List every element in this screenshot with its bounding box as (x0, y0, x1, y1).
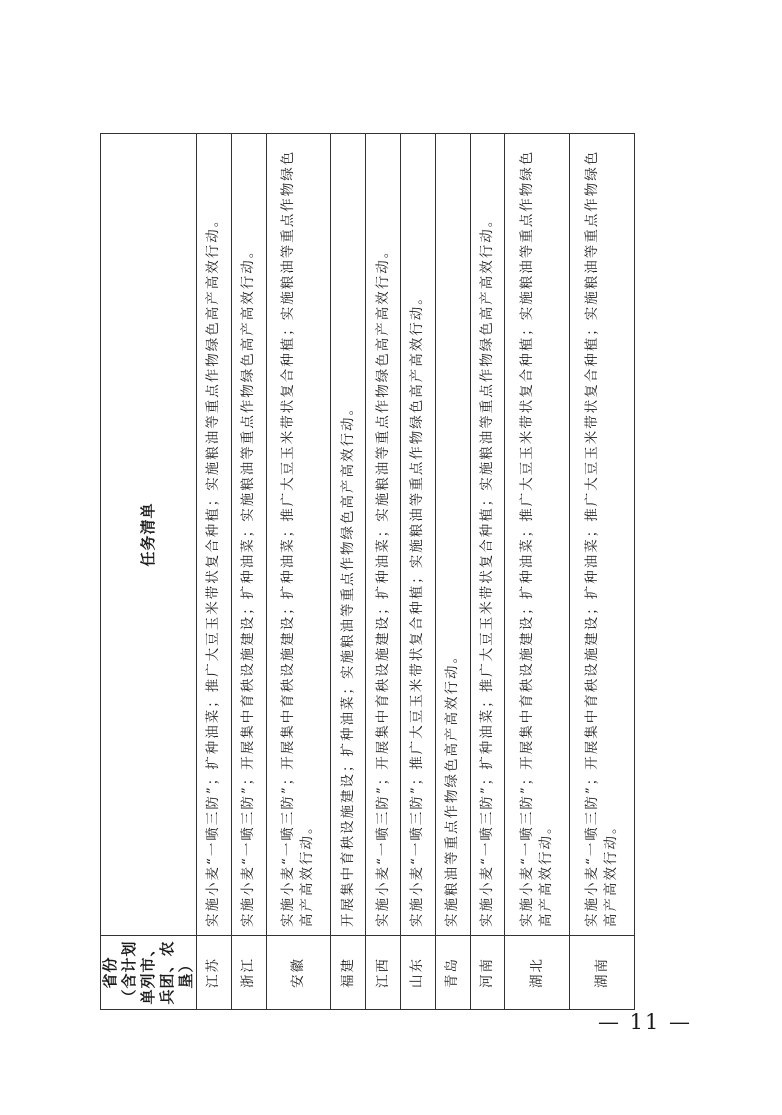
province-cell: 山东 (400, 936, 435, 1010)
province-cell: 河南 (470, 936, 505, 1010)
table-row (266, 134, 331, 1010)
province-cell: 江西 (366, 936, 401, 1010)
task-list-table (100, 133, 635, 1010)
table-row (570, 134, 635, 1010)
task-cell: 实施小麦“一喷三防”；开展集中育秧设施建设；扩种油菜；推广大豆玉米带状复合种植；实施粮油等重点作物绿色高产高效行动。 (266, 134, 331, 936)
task-cell: 实施小麦“一喷三防”；开展集中育秧设施建设；扩种油菜；推广大豆玉米带状复合种植；实施粮油等重点作物绿色高产高效行动。 (505, 134, 570, 936)
province-header-line-1: 省份 (101, 956, 119, 989)
task-cell: 实施小麦“一喷三防”；开展集中育秧设施建设；扩种油菜；实施粮油等重点作物绿色高产高效行动。 (366, 134, 401, 936)
province-cell: 安徽 (266, 936, 331, 1010)
task-cell: 实施小麦“一喷三防”；开展集中育秧设施建设；扩种油菜；推广大豆玉米带状复合种植；实施粮油等重点作物绿色高产高效行动。 (570, 134, 635, 936)
task-cell: 开展集中育秧设施建设；扩种油菜；实施粮油等重点作物绿色高产高效行动。 (331, 134, 366, 936)
province-column-header (101, 936, 197, 1010)
task-cell: 实施小麦“一喷三防”；推广大豆玉米带状复合种植；实施粮油等重点作物绿色高产高效行动。 (400, 134, 435, 936)
task-cell: 实施小麦“一喷三防”；扩种油菜；推广大豆玉米带状复合种植；实施粮油等重点作物绿色高产高效行动。 (470, 134, 505, 936)
province-cell: 江苏 (197, 936, 232, 1010)
province-header-line-3: 兵团、农垦） (158, 940, 195, 1005)
table-row (197, 134, 232, 1010)
province-cell: 浙江 (231, 936, 266, 1010)
table-row (470, 134, 505, 1010)
rotated-table-page (100, 133, 635, 1010)
table-row (400, 134, 435, 1010)
table-row (366, 134, 401, 1010)
table-row (231, 134, 266, 1010)
task-cell: 实施小麦“一喷三防”；开展集中育秧设施建设；扩种油菜；实施粮油等重点作物绿色高产高效行动。 (231, 134, 266, 936)
table-row (435, 134, 470, 1010)
province-cell: 湖南 (570, 936, 635, 1010)
province-cell: 青岛 (435, 936, 470, 1010)
page-number: — 11 — (597, 1010, 693, 1034)
table-header-row (101, 134, 197, 1010)
table-row (505, 134, 570, 1010)
task-cell: 实施粮油等重点作物绿色高产高效行动。 (435, 134, 470, 936)
province-cell: 湖北 (505, 936, 570, 1010)
province-header-line-2: （含计划单列市、 (120, 940, 157, 1005)
province-cell: 福建 (331, 936, 366, 1010)
task-cell: 实施小麦“一喷三防”；扩种油菜；推广大豆玉米带状复合种植；实施粮油等重点作物绿色高产高效行动。 (197, 134, 232, 936)
task-column-header: 任务清单 (101, 134, 197, 936)
table-row (331, 134, 366, 1010)
